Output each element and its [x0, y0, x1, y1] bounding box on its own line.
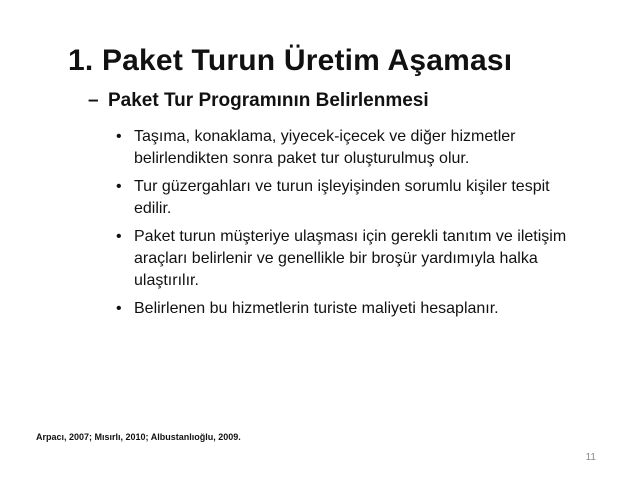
bullet-text: Tur güzergahları ve turun işleyişinden sorumlu kişiler tespit edilir. — [134, 178, 550, 217]
subtitle-row — [88, 90, 429, 112]
slide-subtitle: Paket Tur Programının Belirlenmesi — [108, 90, 429, 111]
bullet-text: Belirlenen bu hizmetlerin turiste maliyeti hesaplanır. — [134, 300, 499, 317]
bullet-dot: • — [116, 300, 122, 317]
bullet-text: Taşıma, konaklama, yiyecek-içecek ve diğer hizmetler belirlendikten sonra paket tur oluşturulmuş olur. — [134, 128, 516, 167]
bullet-dot: • — [116, 128, 122, 145]
bullet-item — [114, 126, 584, 170]
citation: Arpacı, 2007; Mısırlı, 2010; Albustanlıoğlu, 2009. — [36, 432, 241, 442]
bullet-dot: • — [116, 178, 122, 195]
bullet-item — [114, 298, 584, 320]
slide-title: 1. Paket Turun Üretim Aşaması — [68, 44, 513, 77]
bullet-item — [114, 176, 584, 220]
bullet-dot: • — [116, 228, 122, 245]
subtitle-dash: – — [88, 90, 99, 111]
bullet-item — [114, 226, 584, 292]
page-number: 11 — [585, 452, 596, 463]
bullet-text: Paket turun müşteriye ulaşması için gerekli tanıtım ve iletişim araçları belirlenir ve genellikle bir broşür yardımıyla halka ulaştırılır. — [134, 228, 567, 289]
bullet-list — [114, 126, 584, 326]
